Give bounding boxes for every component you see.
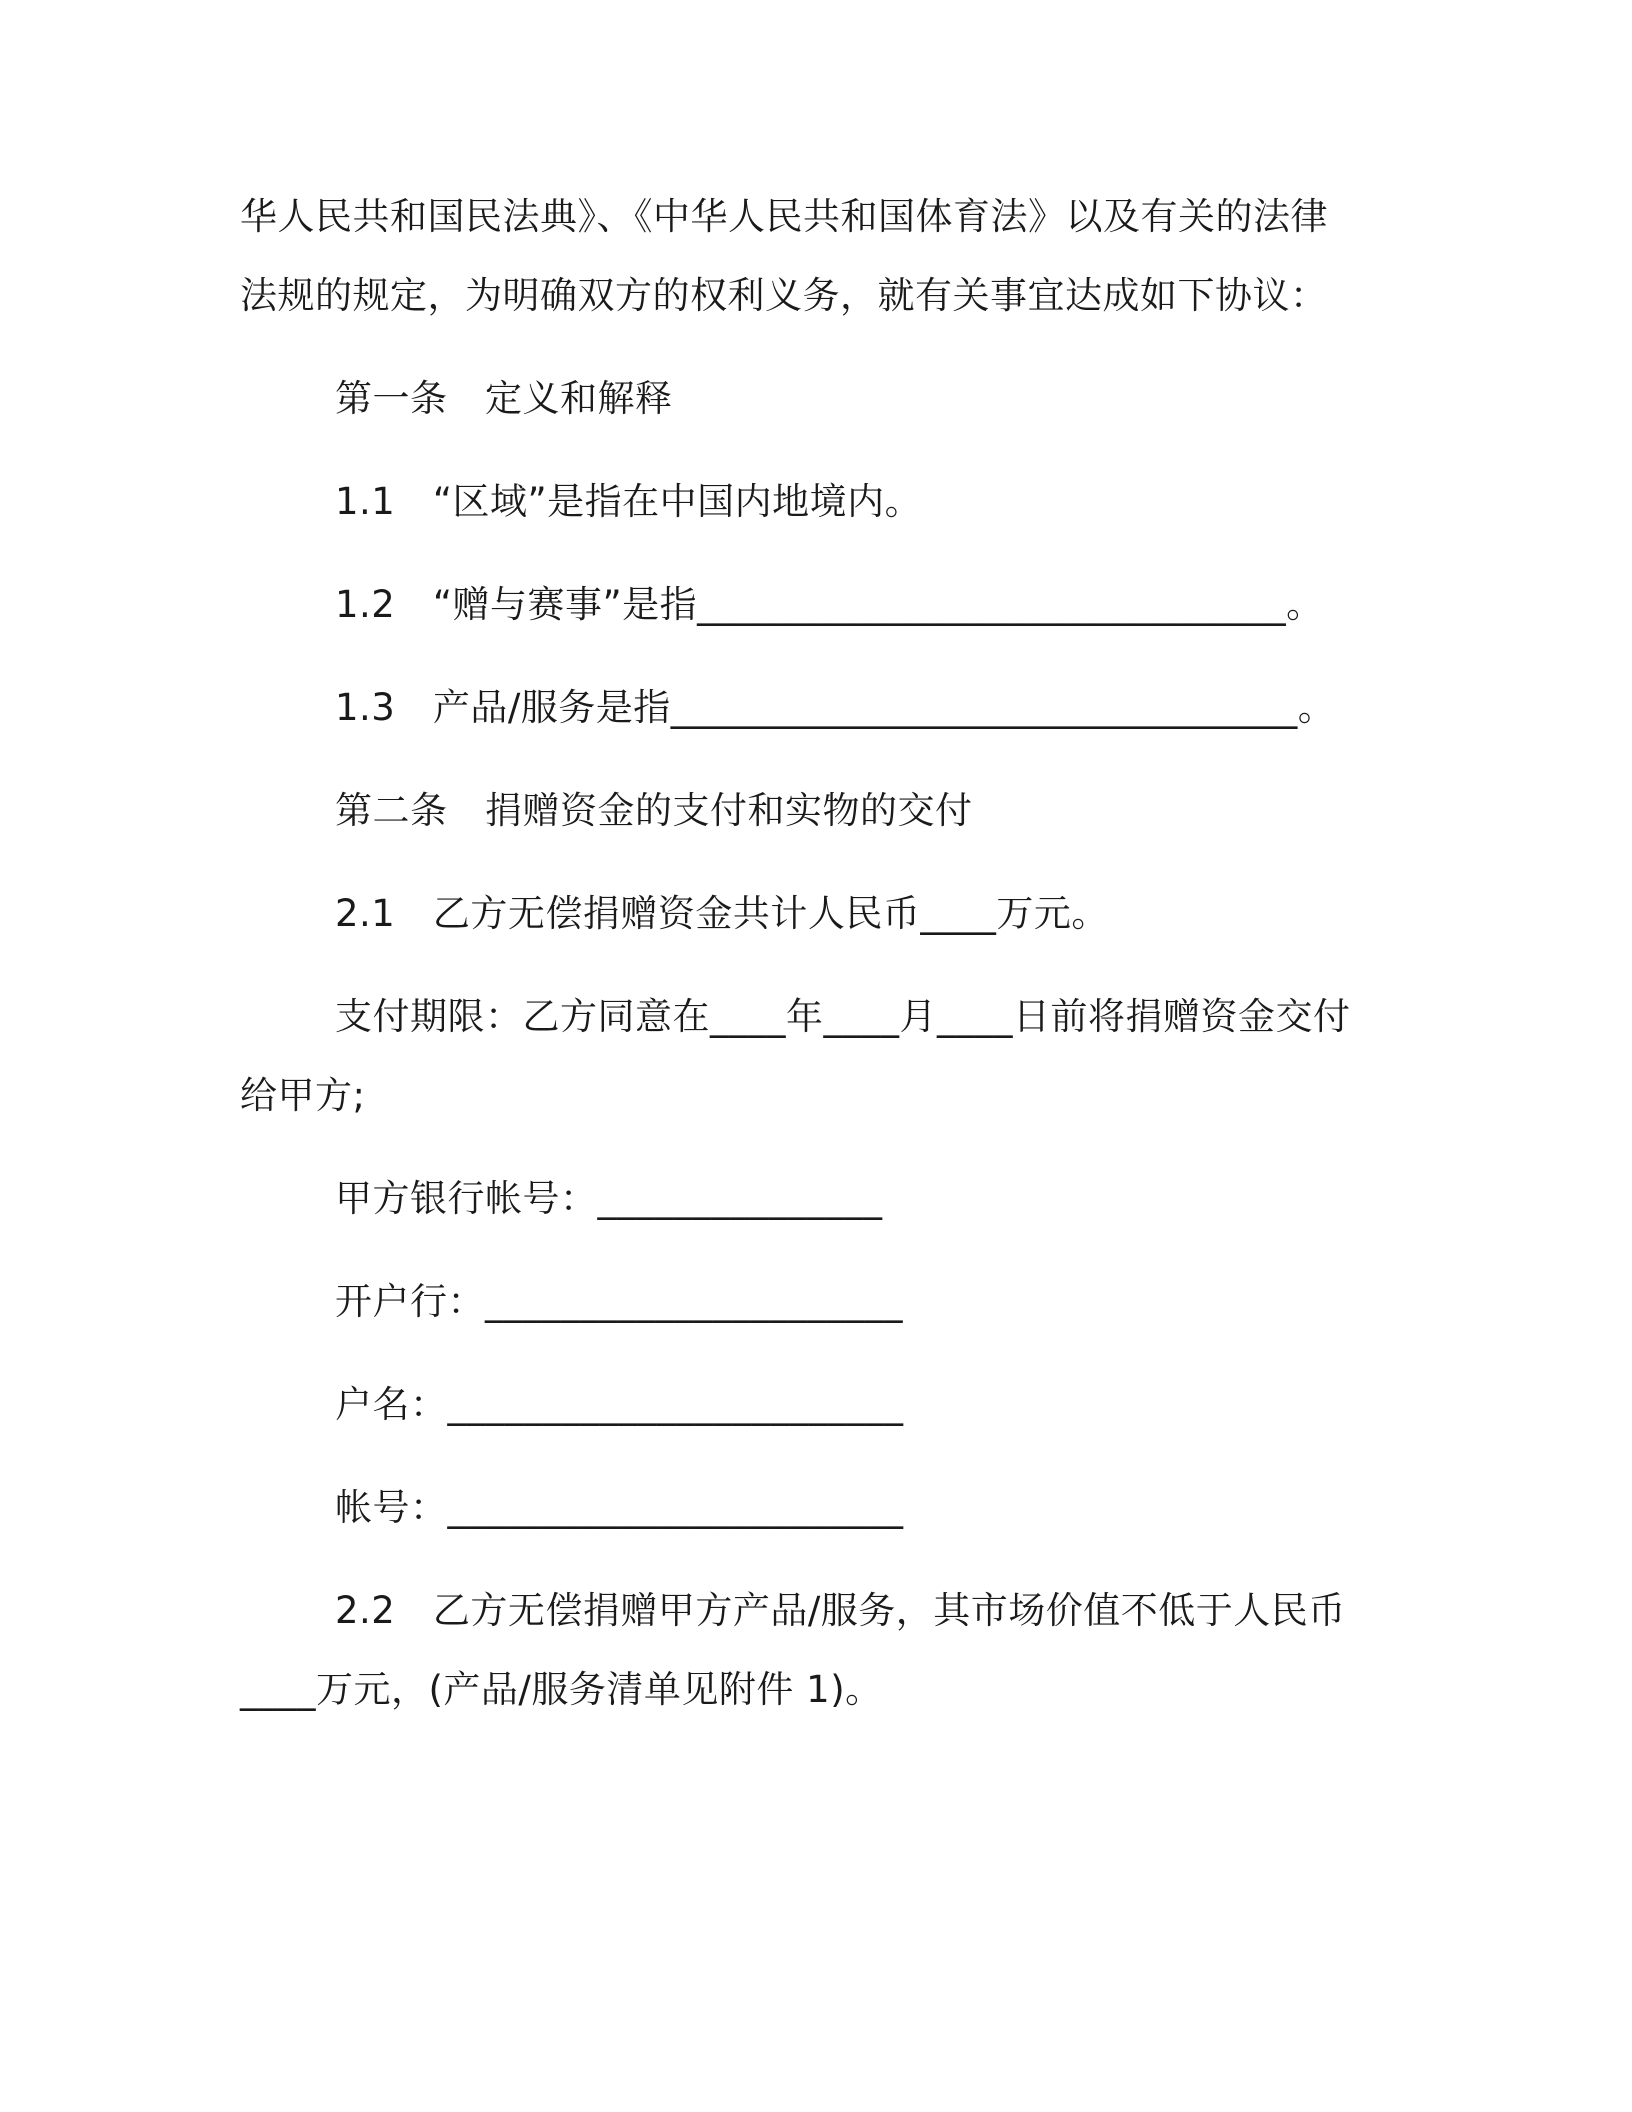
- text-line: 法规的规定，为明确双方的权利义务，就有关事宜达成如下协议：: [240, 274, 1328, 317]
- text-line: 给甲方;: [240, 1074, 366, 1117]
- form-field-line: 帐号：________________________: [335, 1486, 904, 1529]
- clause-line: 1.3 产品/服务是指_________________________________。: [335, 686, 1336, 729]
- clause-line: 2.1 乙方无偿捐赠资金共计人民币____万元。: [335, 892, 1109, 935]
- section-heading: 第二条 捐赠资金的支付和实物的交付: [335, 789, 973, 832]
- clause-line: 1.2 “赠与赛事”是指_______________________________。: [335, 583, 1324, 626]
- text-line: 华人民共和国民法典》、《中华人民共和国体育法》以及有关的法律: [240, 195, 1328, 238]
- form-field-line: 户名：________________________: [335, 1383, 904, 1426]
- form-field-line: 开户行：______________________: [335, 1280, 903, 1323]
- form-field-line: 甲方银行帐号：_______________: [335, 1177, 883, 1220]
- text-line: ____万元，(产品/服务清单见附件 1)。: [240, 1668, 883, 1711]
- clause-line: 1.1 “区域”是指在中国内地境内。: [335, 480, 923, 523]
- clause-line: 2.2 乙方无偿捐赠甲方产品/服务，其市场价值不低于人民币: [335, 1589, 1346, 1632]
- text-line: 支付期限：乙方同意在____年____月____日前将捐赠资金交付: [335, 995, 1351, 1038]
- section-heading: 第一条 定义和解释: [335, 377, 673, 420]
